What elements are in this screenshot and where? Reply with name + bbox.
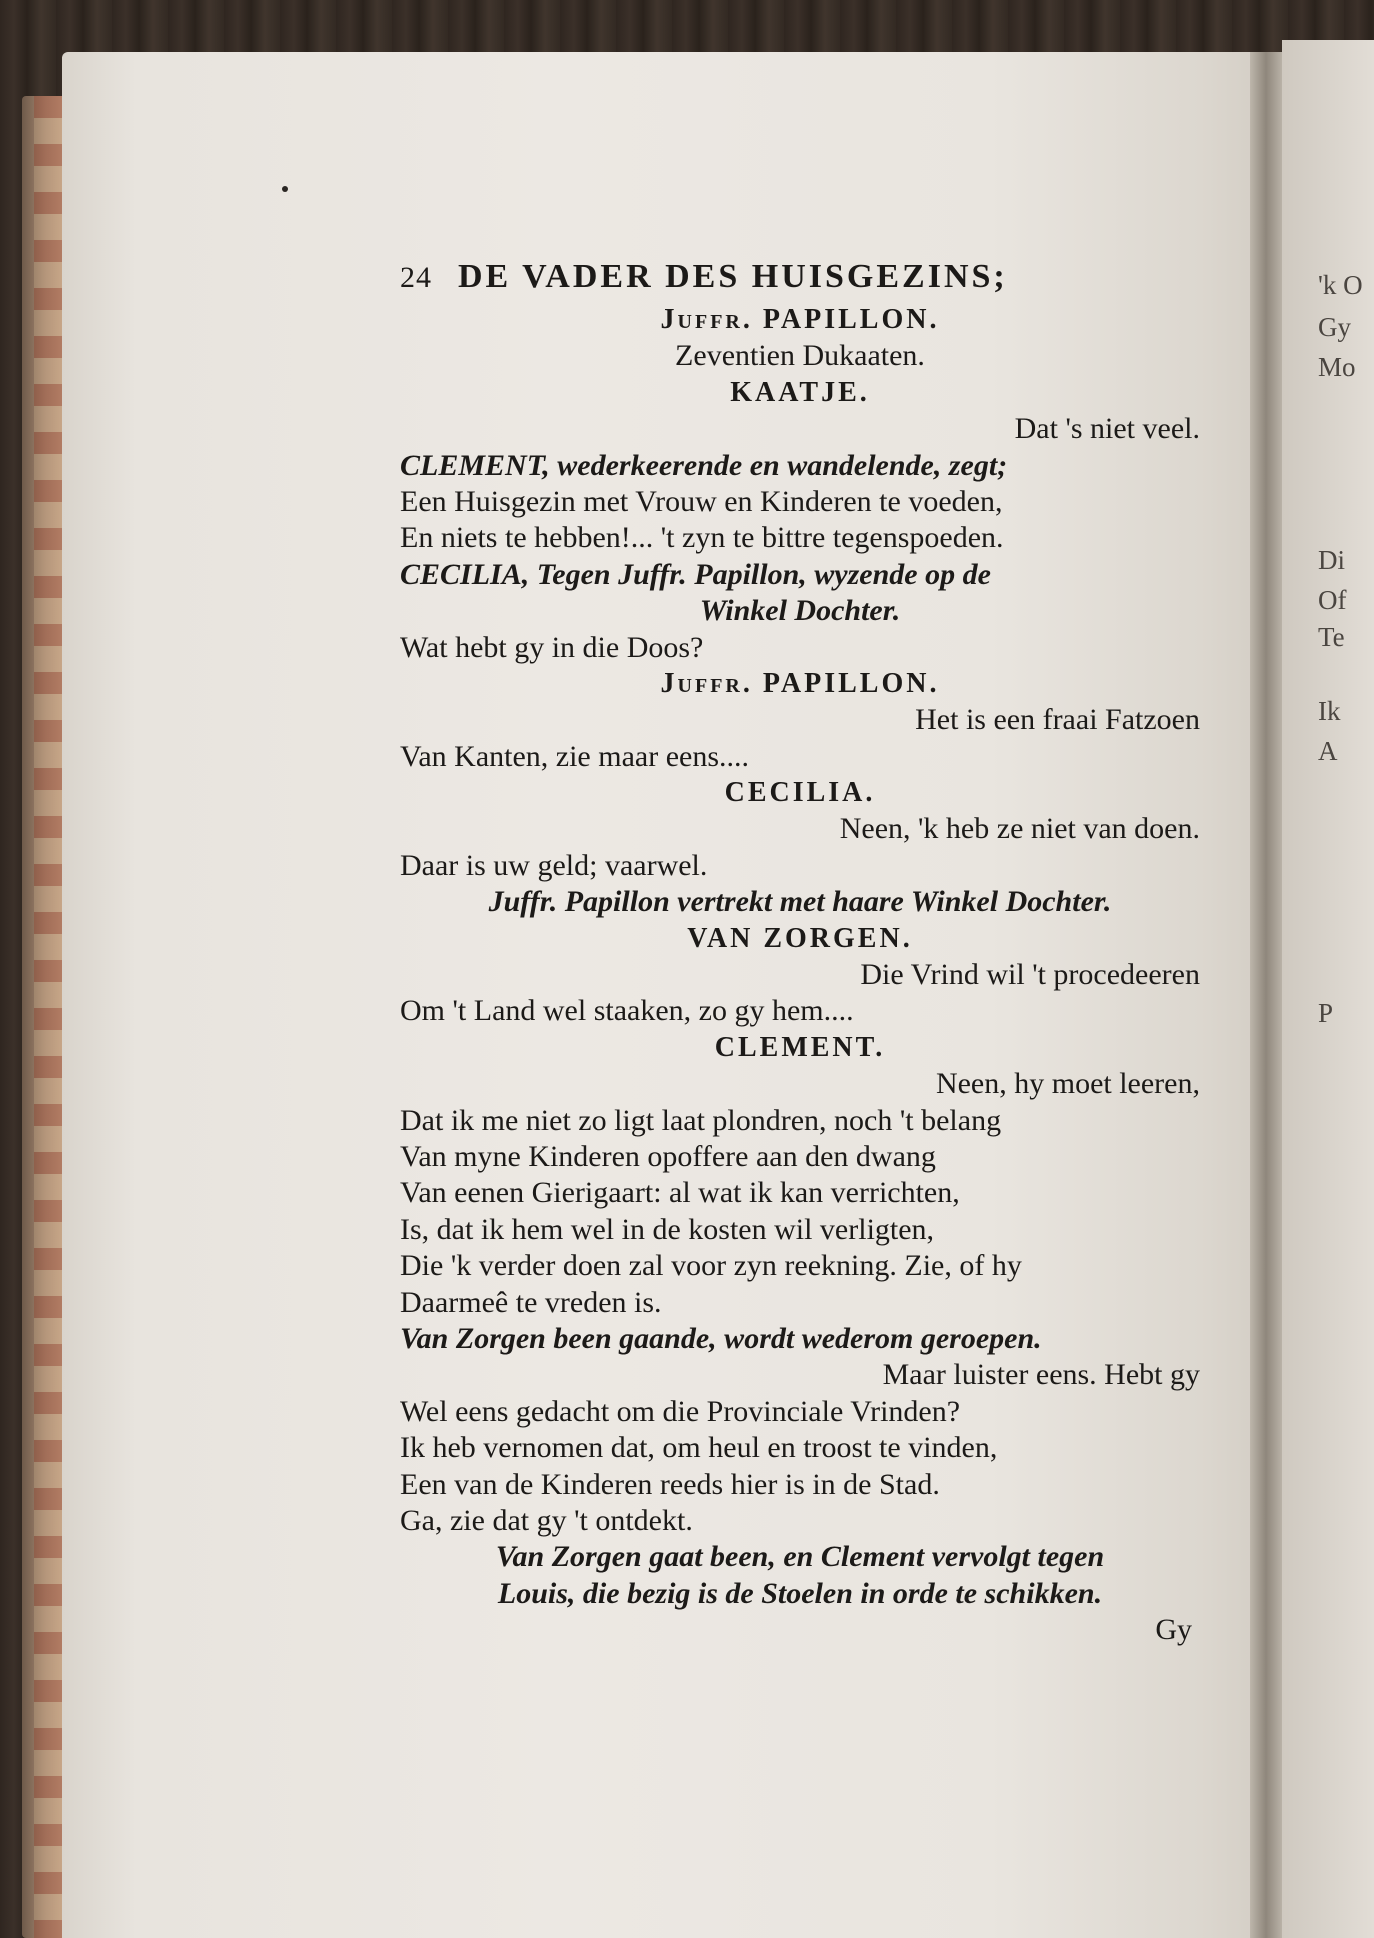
verse-line: Wel eens gedacht om die Provinciale Vrinden? — [400, 1394, 961, 1428]
book-gutter — [1250, 52, 1282, 1938]
speaker-name: VAN ZORGEN. — [687, 922, 913, 954]
speaker-name: Juffr. PAPILLON. — [660, 304, 940, 335]
verse-line: Van Kanten, zie maar eens.... — [400, 739, 750, 773]
stage-direction: CLEMENT, wederkeerende en wandelende, zegt; — [400, 448, 1008, 482]
verse-line: Van eenen Gierigaart: al wat ik kan verrichten, — [400, 1176, 960, 1210]
ink-speck — [282, 186, 288, 192]
verse-line: Wat hebt gy in die Doos? — [400, 630, 704, 664]
stage-direction: Juffr. Papillon vertrekt met haare Winkel Dochter. — [488, 885, 1112, 919]
facing-fragment: Gy — [1318, 312, 1351, 342]
verse-line: Daar is uw geld; vaarwel. — [400, 848, 708, 882]
verse-line: Ik heb vernomen dat, om heul en troost te vinden, — [400, 1431, 998, 1465]
verse-line: Neen, 'k heb ze niet van doen. — [839, 812, 1200, 846]
page-text — [400, 258, 1200, 1648]
verse-line: Van myne Kinderen opoffere aan den dwang — [400, 1139, 936, 1173]
facing-fragment: Of — [1318, 585, 1347, 615]
stage-direction: Louis, die bezig is de Stoelen in orde te schikken. — [497, 1576, 1103, 1610]
speaker-name: CECILIA. — [724, 777, 876, 809]
stage-direction: Van Zorgen gaat been, en Clement vervolgt tegen — [495, 1540, 1105, 1574]
facing-fragment: Te — [1318, 622, 1345, 652]
speaker-name: CLEMENT. — [714, 1031, 886, 1063]
verse-line: Een Huisgezin met Vrouw en Kinderen te voeden, — [400, 484, 1003, 518]
facing-fragment: Ik — [1318, 696, 1341, 726]
verse-line: Is, dat ik hem wel in de kosten wil verligten, — [400, 1212, 935, 1246]
verse-line: Ga, zie dat gy 't ontdekt. — [400, 1503, 693, 1537]
verse-line: Die 'k verder doen zal voor zyn reekning. Zie, of hy — [400, 1249, 1022, 1283]
verse-line: Maar luister eens. Hebt gy — [882, 1358, 1200, 1392]
facing-fragment: Di — [1318, 545, 1345, 575]
verse-line: Dat ik me niet zo ligt laat plondren, noch 't belang — [400, 1103, 1002, 1137]
verse-line: Dat 's niet veel. — [1014, 412, 1200, 446]
verse-line: Die Vrind wil 't procedeeren — [860, 958, 1200, 992]
page-number: 24 — [400, 261, 432, 294]
verse-line: Zeventien Dukaaten. — [675, 339, 925, 373]
verse-line: Een van de Kinderen reeds hier is in de Stad. — [400, 1467, 940, 1501]
speaker-name: KAATJE. — [730, 376, 870, 408]
speaker-name: Juffr. PAPILLON. — [660, 667, 940, 699]
verse-line: Het is een fraai Fatzoen — [915, 703, 1200, 737]
stage-direction: Van Zorgen been gaande, wordt wederom geroepen. — [400, 1321, 1042, 1355]
running-header — [400, 258, 1200, 302]
verse-line: Om 't Land wel staaken, zo gy hem.... — [400, 994, 854, 1028]
verse-line: Neen, hy moet leeren, — [935, 1067, 1200, 1101]
verse-line: En niets te hebben!... 't zyn te bittre tegenspoeden. — [400, 521, 1004, 555]
running-title: DE VADER DES HUISGEZINS; — [458, 258, 1008, 295]
facing-fragment: P — [1318, 998, 1334, 1028]
stage-direction: CECILIA, Tegen Juffr. Papillon, wyzende op de — [400, 557, 991, 591]
facing-fragment: A — [1318, 736, 1338, 766]
facing-fragment: Mo — [1318, 352, 1356, 382]
stage-direction: Winkel Dochter. — [699, 594, 901, 628]
catchword: Gy — [1155, 1613, 1192, 1647]
verse-line: Daarmeê te vreden is. — [400, 1285, 662, 1319]
facing-fragment: 'k O — [1318, 270, 1363, 300]
text-lines — [400, 302, 1200, 1612]
